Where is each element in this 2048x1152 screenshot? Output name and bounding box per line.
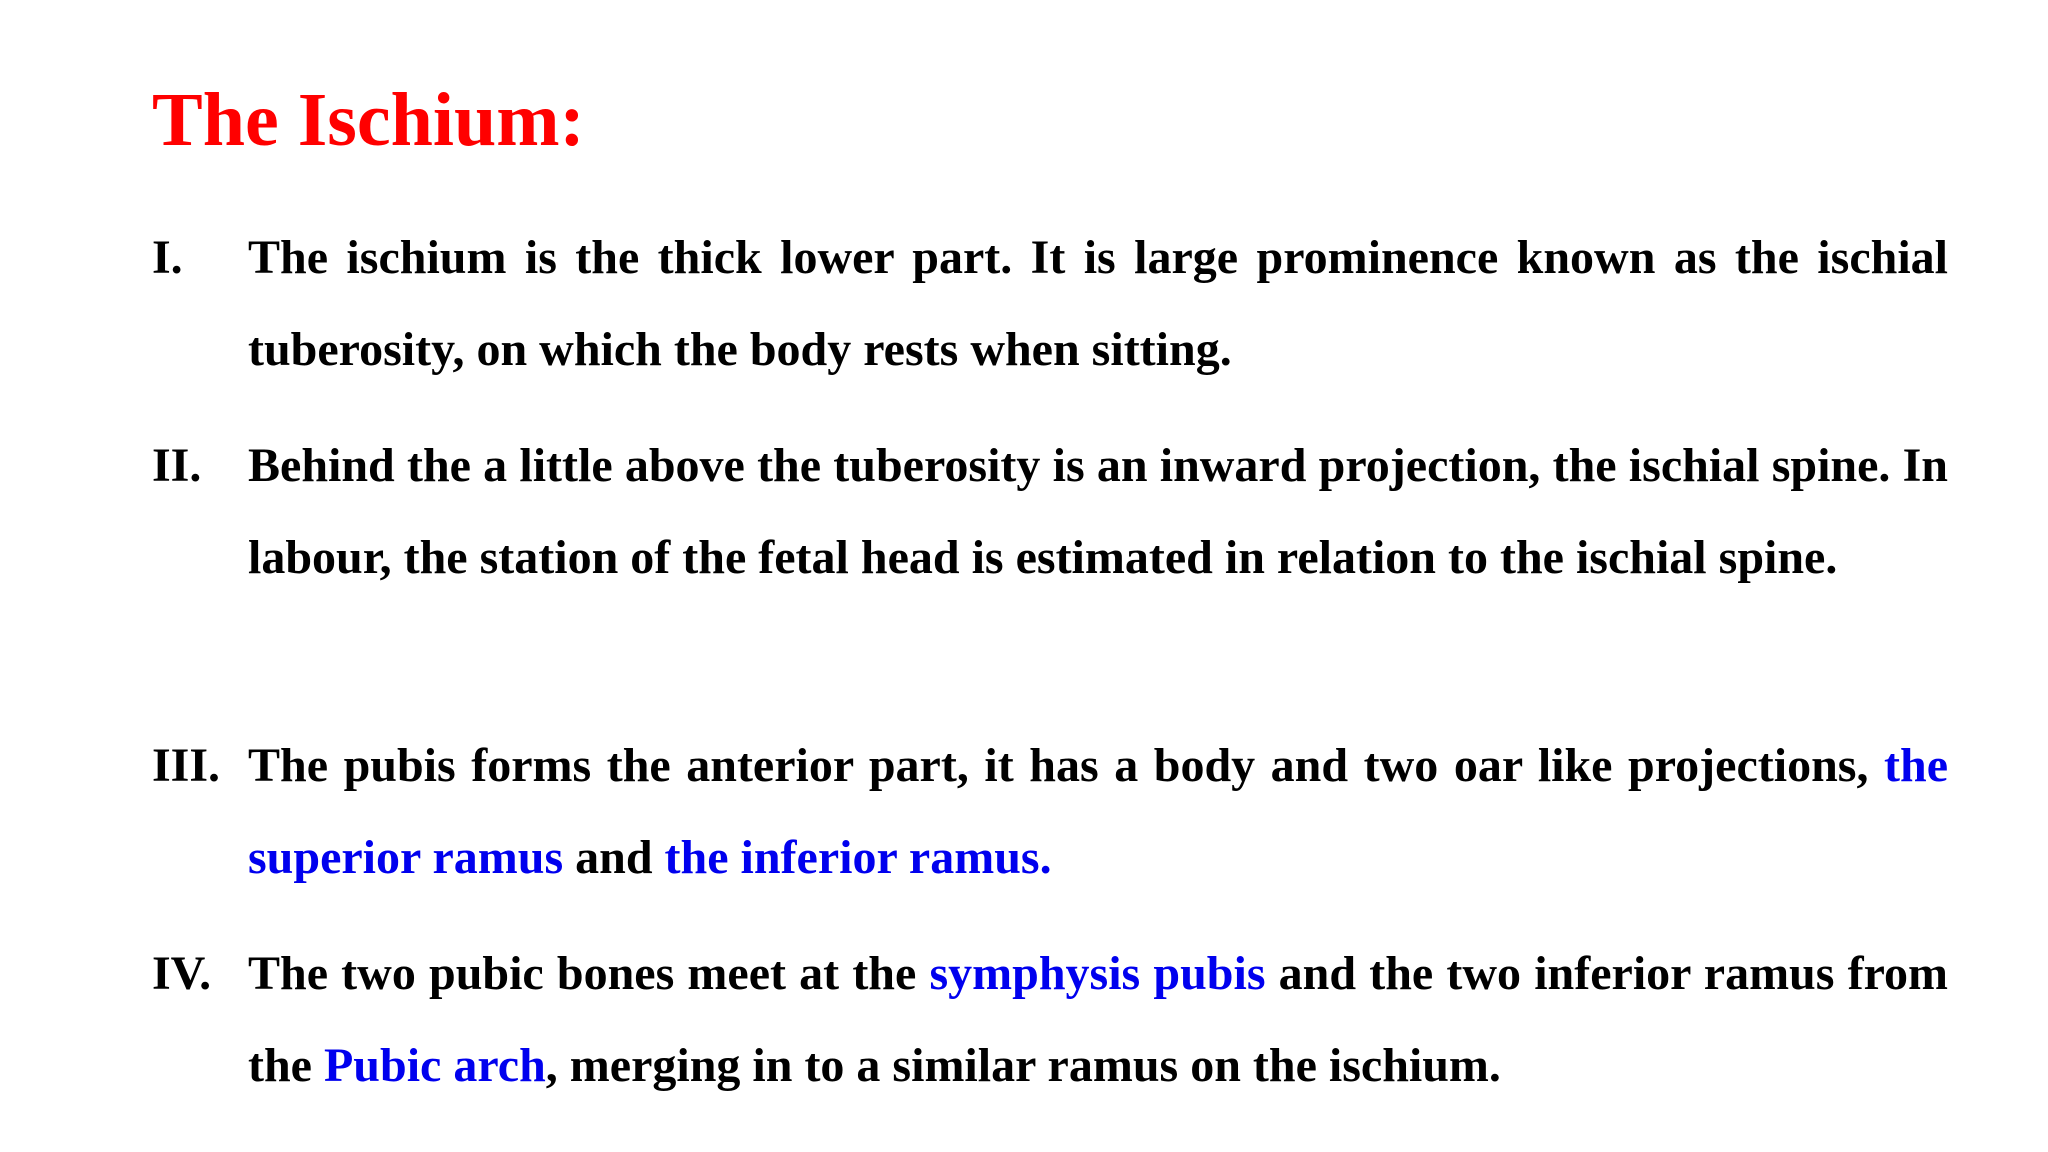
item-text-part: and the two inferior ramus from the bbox=[248, 947, 1949, 1092]
item-text bbox=[248, 420, 1948, 604]
term-inferior-ramus: the inferior ramus. bbox=[664, 831, 1052, 884]
item-text-part: The pubis forms the anterior part, it has a body and two oar like projections, bbox=[248, 739, 1885, 792]
item-numeral: IV. bbox=[152, 947, 212, 1000]
item-text-part: The ischium is the thick lower part. It is large prominence known as the ischial tuberosity, on which the body rests when sitting. bbox=[248, 231, 1948, 376]
item-text bbox=[248, 212, 1948, 396]
item-text bbox=[248, 928, 1948, 1112]
item-text-part: and bbox=[563, 831, 665, 884]
item-numeral: III. bbox=[152, 739, 221, 792]
slide-title: The Ischium: bbox=[152, 78, 585, 162]
item-text-part: Behind the a little above the tuberosity is an inward projection, the ischial spine. In labour, the station of the fetal head is estimated in relation to the ischial spine. bbox=[248, 439, 1948, 584]
term-pubic-arch: Pubic arch bbox=[323, 1039, 546, 1092]
item-text bbox=[248, 720, 1948, 904]
item-numeral: II. bbox=[152, 439, 202, 492]
item-numeral: I. bbox=[152, 231, 183, 284]
item-text-part: , merging in to a similar ramus on the ischium. bbox=[545, 1039, 1501, 1092]
term-superior-ramus: the superior ramus bbox=[248, 739, 1948, 884]
item-text-part: The two pubic bones meet at the bbox=[248, 947, 930, 1000]
term-symphysis-pubis: symphysis pubis bbox=[929, 947, 1266, 1000]
